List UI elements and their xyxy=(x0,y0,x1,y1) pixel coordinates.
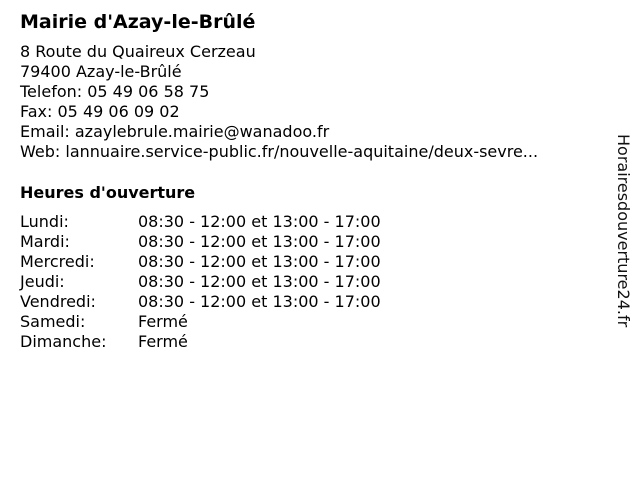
hours-row-sunday xyxy=(20,332,610,352)
email-label: Email: xyxy=(20,122,70,141)
fax-label: Fax: xyxy=(20,102,53,121)
hours-time: 08:30 - 12:00 et 13:00 - 17:00 xyxy=(138,272,381,291)
hours-time: 08:30 - 12:00 et 13:00 - 17:00 xyxy=(138,292,381,311)
hours-row-friday xyxy=(20,292,610,312)
email-row xyxy=(20,122,610,142)
hours-row-tuesday xyxy=(20,232,610,252)
site-watermark: Horairesdouverture24.fr xyxy=(614,134,633,328)
hours-row-monday xyxy=(20,212,610,232)
phone-row xyxy=(20,82,610,102)
hours-row-saturday xyxy=(20,312,610,332)
hours-time: Fermé xyxy=(138,332,188,351)
fax-value: 05 49 06 09 02 xyxy=(57,102,180,121)
hours-day: Vendredi: xyxy=(20,292,96,311)
page-title: Mairie d'Azay-le-Brûlé xyxy=(20,11,256,33)
opening-hours-list xyxy=(20,212,610,352)
web-row xyxy=(20,142,610,162)
hours-row-thursday xyxy=(20,272,610,292)
hours-day: Mardi: xyxy=(20,232,70,251)
hours-time: Fermé xyxy=(138,312,188,331)
business-card xyxy=(20,8,610,352)
web-label: Web: xyxy=(20,142,61,161)
hours-day: Mercredi: xyxy=(20,252,95,271)
phone-label: Telefon: xyxy=(20,82,83,101)
hours-day: Lundi: xyxy=(20,212,69,231)
address-line-2: 79400 Azay-le-Brûlé xyxy=(20,62,182,81)
email-link[interactable]: azaylebrule.mairie@wanadoo.fr xyxy=(74,122,330,141)
hours-time: 08:30 - 12:00 et 13:00 - 17:00 xyxy=(138,252,381,271)
hours-day: Jeudi: xyxy=(20,272,65,291)
hours-time: 08:30 - 12:00 et 13:00 - 17:00 xyxy=(138,232,381,251)
hours-row-wednesday xyxy=(20,252,610,272)
web-link[interactable]: lannuaire.service-public.fr/nouvelle-aquitaine/deux-sevre... xyxy=(65,142,539,161)
phone-value[interactable]: 05 49 06 58 75 xyxy=(87,82,210,101)
hours-day: Samedi: xyxy=(20,312,86,331)
fax-row xyxy=(20,102,610,122)
hours-day: Dimanche: xyxy=(20,332,107,351)
opening-hours-heading: Heures d'ouverture xyxy=(20,183,196,202)
address-line-1: 8 Route du Quaireux Cerzeau xyxy=(20,42,256,61)
hours-time: 08:30 - 12:00 et 13:00 - 17:00 xyxy=(138,212,381,231)
